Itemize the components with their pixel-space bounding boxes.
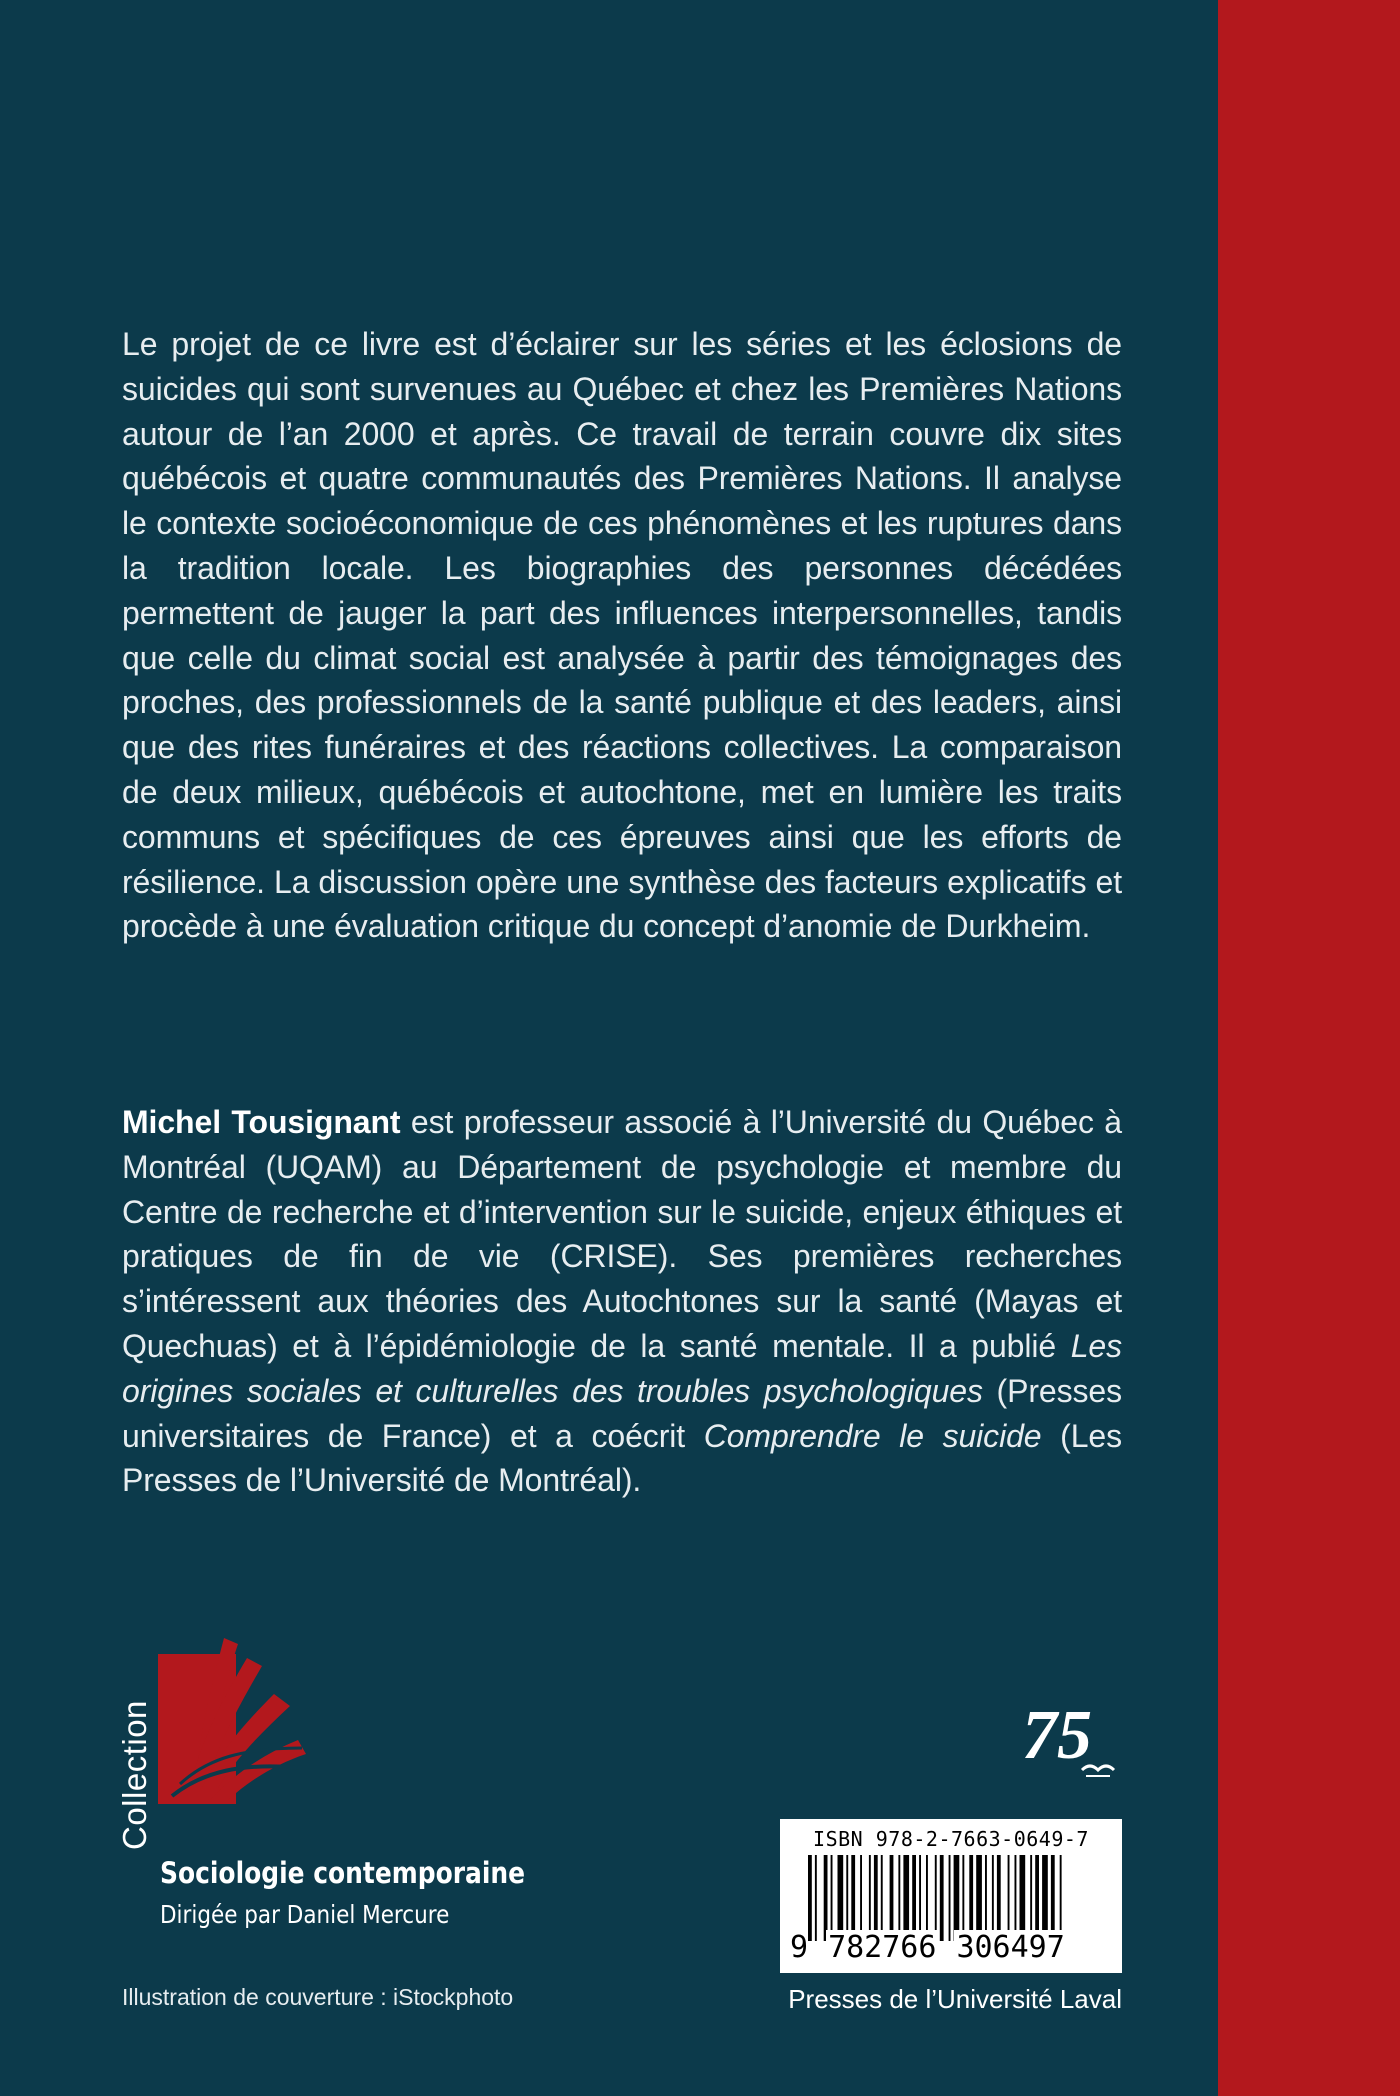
collection-label: Collection — [116, 1700, 153, 1850]
bio-book-title-2: Comprendre le suicide — [703, 1417, 1042, 1454]
collection-name: Sociologie contemporaine — [160, 1856, 526, 1890]
author-name: Michel Tousignant — [122, 1104, 401, 1140]
barcode-box — [780, 1819, 1122, 1973]
bio-text-3: (Les Presses de l’Université de Montréal). — [122, 1417, 1122, 1499]
bio-text-2: (Presses universitaires de France) et a coécrit — [122, 1372, 1122, 1454]
book-summary: Le projet de ce livre est d’éclairer sur les séries et les éclosions de suicides qui sont survenues au Québec et chez les Premières Nations autour de l’an 2000 et après. Ce travail de terrain couvre dix sites québécois et quatre communautés des Premières Nations. Il analyse le contexte socioéconomique de ces phénomènes et les ruptures dans la tradition locale. Les biographies des personnes décédées permettent de jauger la part des influences interpersonnelles, tandis que celle du climat social est analysée à partir des témoignages des proches, des professionnels de la santé publique et des leaders, ainsi que des rites funéraires et des réactions collectives. La comparaison de deux milieux, québécois et autochtone, met en lumière les traits communs et spécifiques de ces épreuves ainsi que les efforts de résilience. La discussion opère une synthèse des facteurs explicatifs et procède à une évaluation critique du concept d’anomie de Durkheim. — [122, 326, 1122, 945]
barcode-digits-right: 306497 — [956, 1930, 1065, 1965]
illustration-credit: Illustration de couverture : iStockphoto — [122, 1984, 514, 2010]
collection-logo-icon — [152, 1636, 307, 1816]
anniversary-number: 75 — [1022, 1697, 1092, 1774]
barcode-digits-left: 782766 — [828, 1930, 937, 1965]
isbn-text: ISBN 978-2-7663-0649-7 — [813, 1827, 1089, 1851]
collection-director: Dirigée par Daniel Mercure — [160, 1900, 450, 1929]
barcode-digit-first: 9 — [790, 1930, 809, 1965]
bio-text-1: est professeur associé à l’Université du Québec à Montréal (UQAM) au Département de psychologie et membre du Centre de recherche et d’intervention sur le suicide, enjeux éthiques et pratiques de fin de vie (CRISE). Ses premières recherches s’intéressent aux théories des Autochtones sur la santé (Mayas et Quechuas) et à l’épidémiologie de la santé mentale. Il a publié — [122, 1104, 1122, 1364]
author-bio — [122, 1100, 1122, 1503]
anniversary-75-logo — [1022, 1696, 1126, 1780]
publisher-name: Presses de l’Université Laval — [788, 1984, 1122, 2014]
bio-book-title-1: Les origines sociales et culturelles des troubles psychologiques — [122, 1327, 1122, 1409]
barcode-digits — [790, 1931, 1112, 1965]
red-spine-band — [1218, 0, 1400, 2096]
